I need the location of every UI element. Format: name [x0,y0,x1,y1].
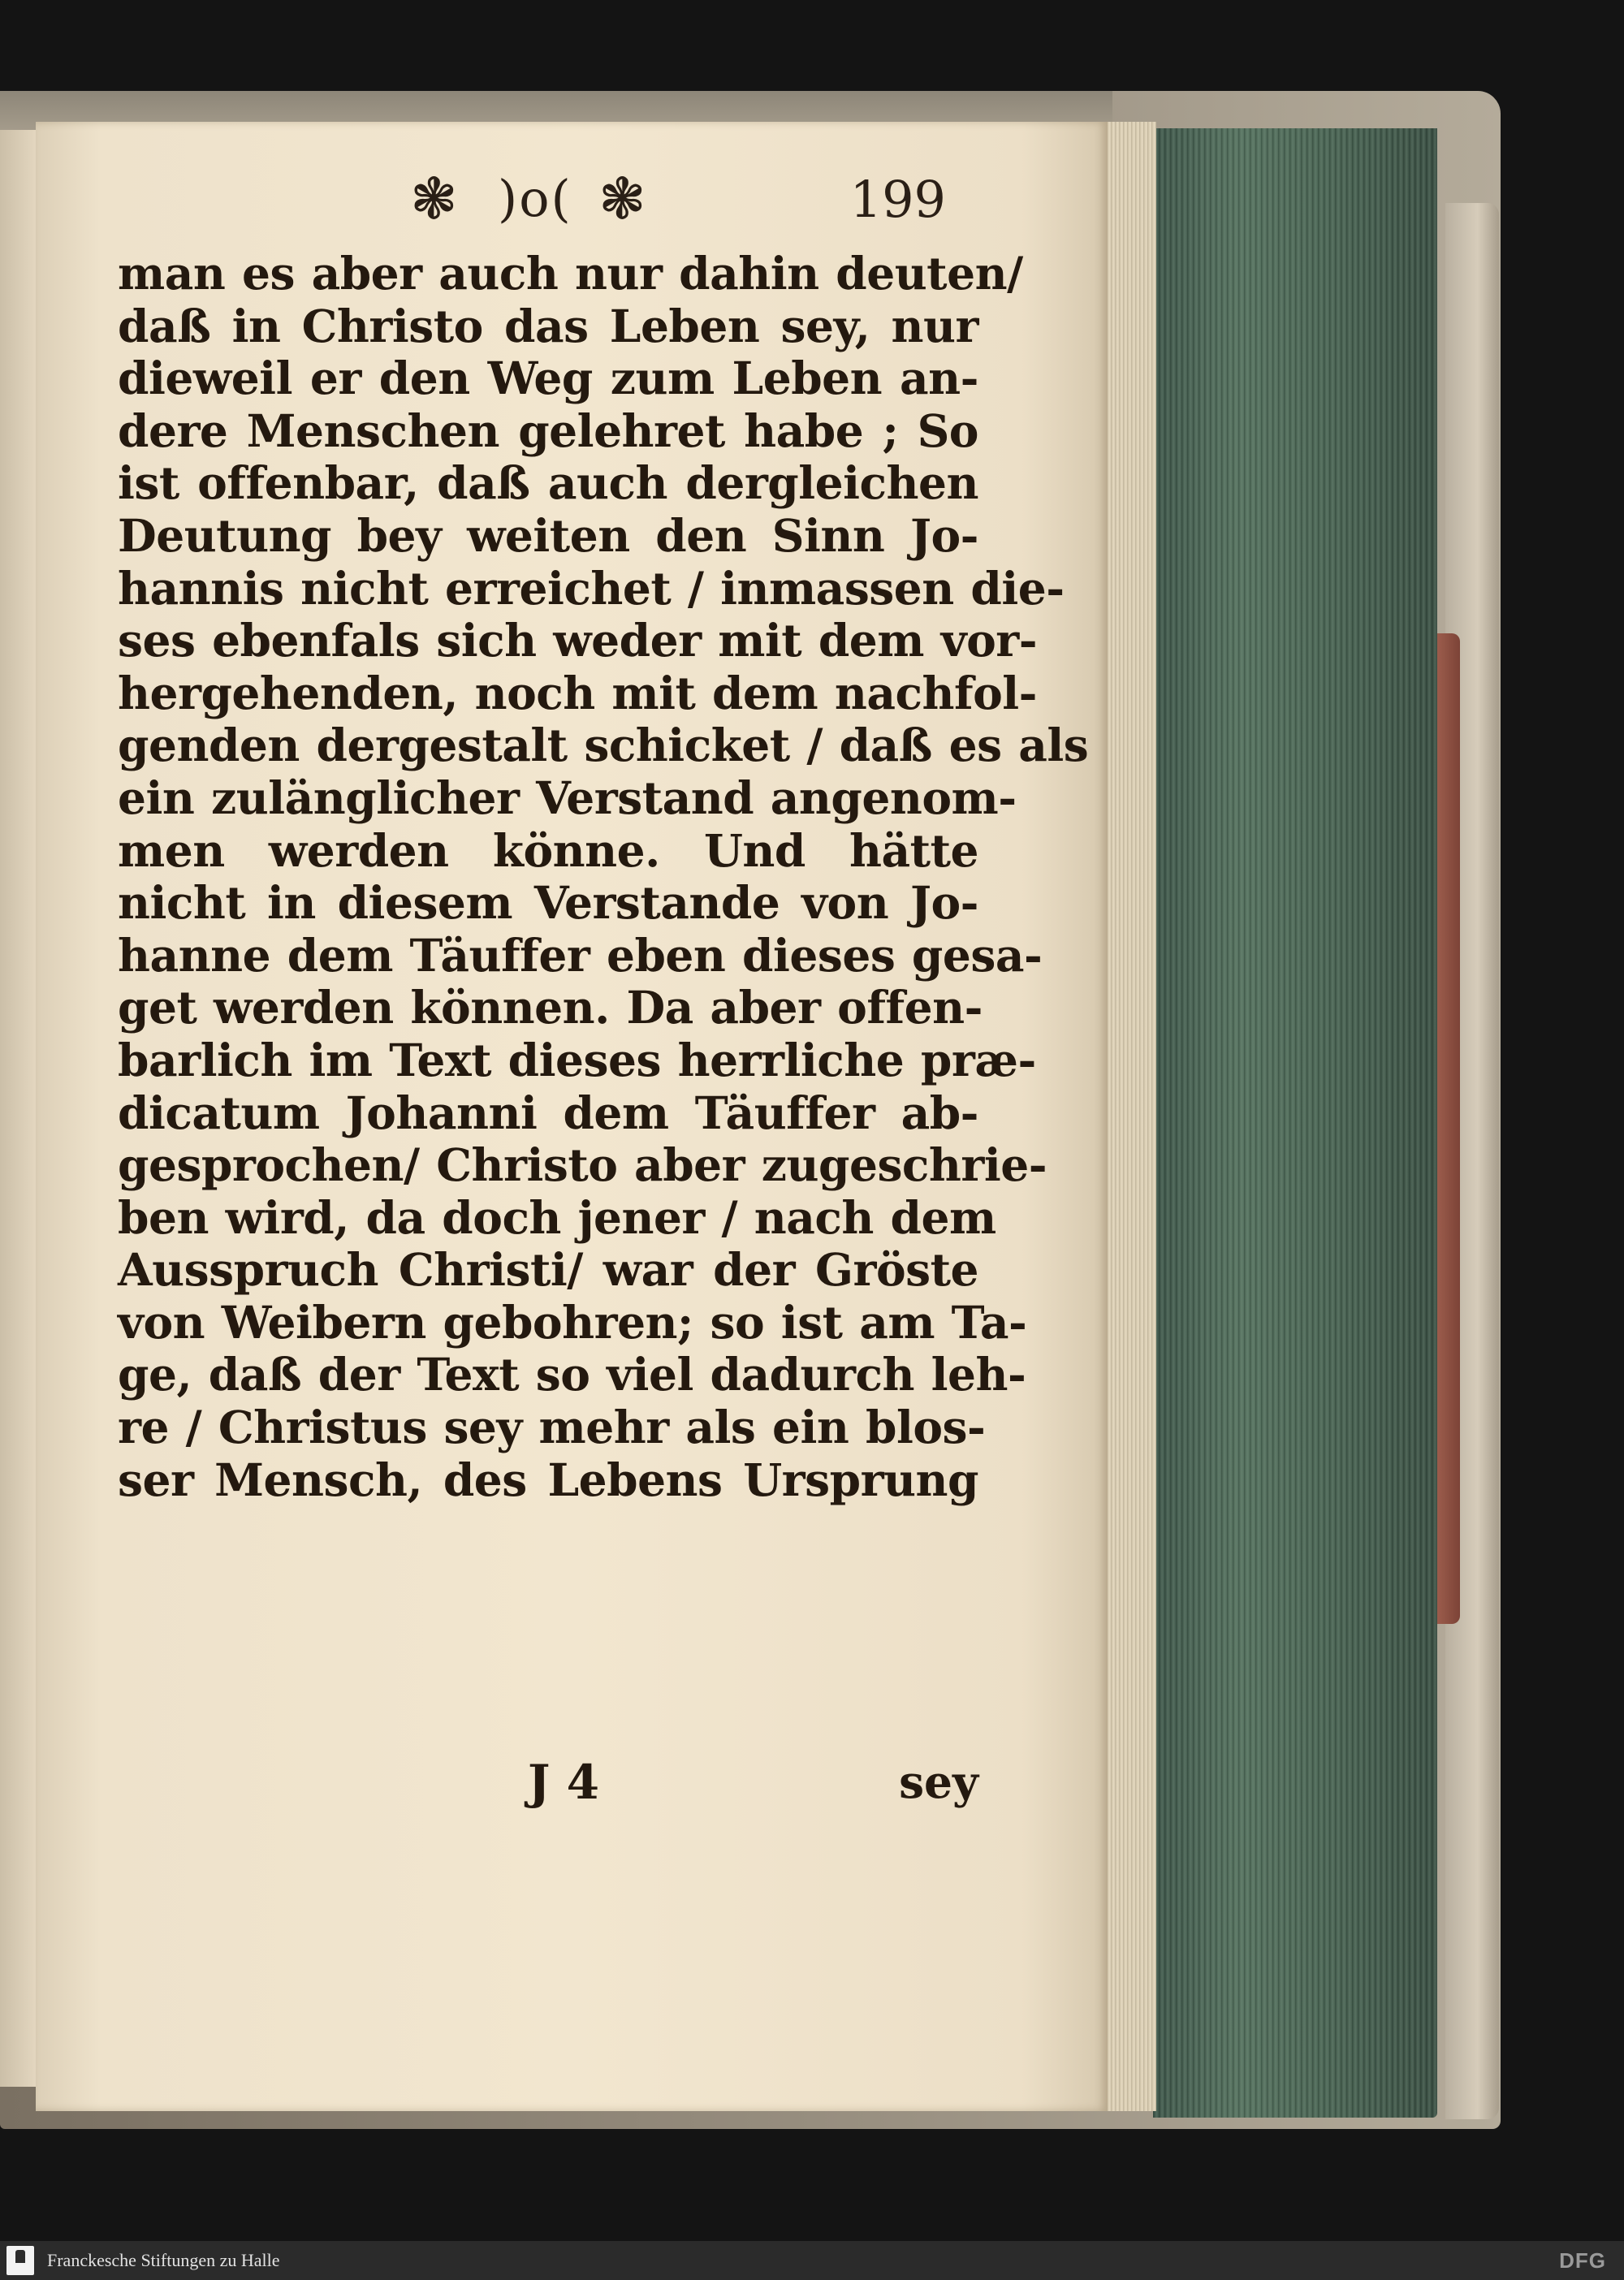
text-line: ses ebenfals sich weder mit dem vor- [118,614,1038,667]
running-head [410,166,946,231]
text-line: dieweil er den Weg zum Leben an- [118,352,978,405]
franckesche-stiftungen-logo-icon [6,2246,34,2275]
text-line: hanne dem Täuffer eben dieses gesa- [118,928,1043,982]
text-line: ist offenbar, daß auch dergleichen [118,456,978,510]
text-line: genden dergestalt schicket / daß es als [118,719,1089,772]
text-line: dere Menschen gelehret habe ; So [118,404,978,457]
text-line: hannis nicht erreichet / inmassen die- [118,561,1065,615]
dfg-logo-text: DFG [1559,2248,1606,2273]
text-line: hergehenden, noch mit dem nachfol- [118,666,1038,719]
text-line: nicht in diesem Verstande von Jo- [118,876,978,930]
text-line: von Weibern gebohren; so ist am Ta- [118,1295,1027,1349]
signature-mark: J 4 [528,1755,599,1810]
body-text [118,247,1089,1506]
text-line: barlich im Text dieses herrliche præ- [118,1033,1036,1086]
page-fore-edge [1153,128,1437,2118]
text-line: ge, daß der Text so viel dadurch leh- [118,1348,1026,1401]
text-line: ein zulänglicher Verstand angenom- [118,771,1017,824]
left-page-edge [0,130,37,2087]
page-footer [118,1750,978,1815]
page-stack [1108,122,1156,2111]
viewer-footer-bar [0,2241,1624,2280]
text-line: Deutung bey weiten den Sinn Jo- [118,508,978,562]
text-line: dicatum Johanni dem Täuffer ab- [118,1086,978,1139]
text-line: ser Mensch, des Lebens Ursprung [118,1453,978,1506]
ornament-flower-icon: ❃ [410,166,458,232]
catchword: sey [899,1755,978,1808]
text-line: daß in Christo das Leben sey, nur [118,299,978,352]
text-line: re / Christus sey mehr als ein blos- [118,1401,986,1454]
ornament-divider: )o( [498,169,572,228]
text-line: Ausspruch Christi/ war der Gröste [118,1243,978,1297]
text-line: men werden könne. Und hätte [118,823,978,877]
text-line: gesprochen/ Christo aber zugeschrie- [118,1138,1047,1192]
page-number: 199 [849,170,946,229]
ornament-flower-icon: ❃ [598,166,646,232]
institution-name: Franckesche Stiftungen zu Halle [47,2250,280,2270]
text-line: get werden können. Da aber offen- [118,981,983,1034]
text-line: ben wird, da doch jener / nach dem [118,1190,996,1244]
text-line: man es aber auch nur dahin deuten/ [118,247,1023,300]
